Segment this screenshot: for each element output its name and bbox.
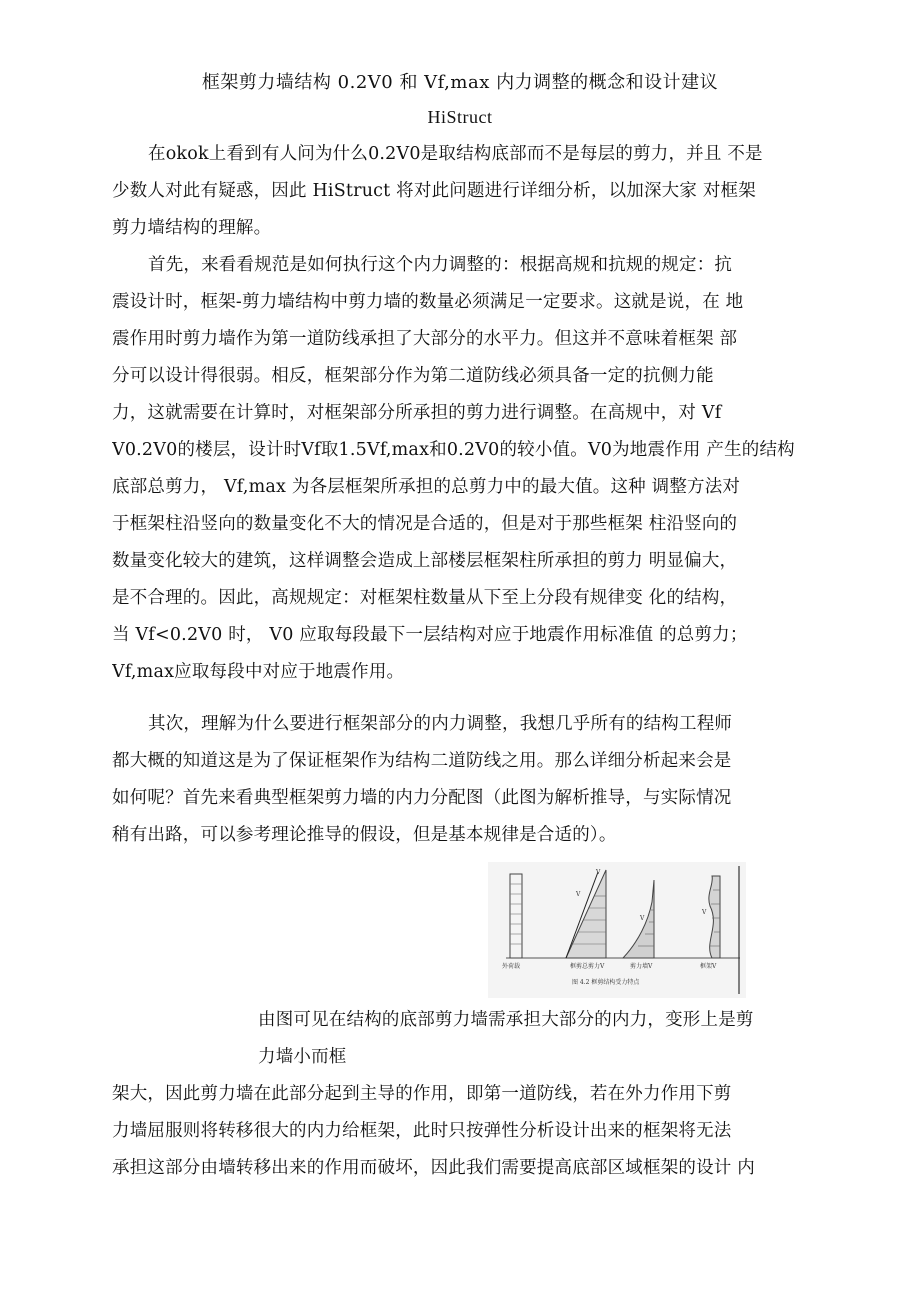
curve-label: V <box>640 915 645 922</box>
paragraph-line: 剪力墙结构的理解。 <box>112 218 272 238</box>
paragraph-line: 分可以设计得很弱。相反，框架部分作为第二道防线必须具备一定的抗侧力能 <box>112 366 714 386</box>
paragraph-line: Vf,max应取每段中对应于地震作用。 <box>112 662 405 682</box>
curve-label: V <box>576 891 581 898</box>
figure-label-total: 框剪总剪力V <box>570 963 605 970</box>
paragraph-line: 稍有出路，可以参考理论推导的假设，但是基本规律是合适的）。 <box>112 825 617 845</box>
paragraph-line: 少数人对此有疑惑，因此 HiStruct 将对此问题进行详细分析，以加深大家 对框架 <box>112 181 756 201</box>
paragraph-line: 是不合理的。因此，高规规定：对框架柱数量从下至上分段有规律变 化的结构， <box>112 588 738 608</box>
paragraph-line: 都大概的知道这是为了保证框架作为结构二道防线之用。那么详细分析起来会是 <box>112 751 732 771</box>
paragraph-3 <box>112 706 828 854</box>
figure-label-wall: 剪力墙V <box>630 963 653 970</box>
paragraph-4 <box>112 1076 828 1187</box>
figure-label-frame: 框架V <box>700 963 717 970</box>
paragraph-line: 由图可见在结构的底部剪力墙需承担大部分的内力，变形上是剪 <box>258 1010 754 1030</box>
paragraph-line: 如何呢？首先来看典型框架剪力墙的内力分配图（此图为解析推导，与实际情况 <box>112 788 732 808</box>
paragraph-line: 架大，因此剪力墙在此部分起到主导的作用，即第一道防线，若在外力作用下剪 <box>112 1084 732 1104</box>
shear-distribution-figure <box>488 862 746 998</box>
paragraph-line: 数量变化较大的建筑，这样调整会造成上部楼层框架柱所承担的剪力 明显偏大， <box>112 551 738 571</box>
paragraph-line: 于框架柱沿竖向的数量变化不大的情况是合适的，但是对于那些框架 柱沿竖向的 <box>112 514 738 534</box>
paragraph-line: V0.2V0的楼层，设计时Vf取1.5Vf,max和0.2V0的较小值。V0为地震作用 产生的结构 <box>112 440 795 460</box>
paragraph-line: 力墙小而框 <box>258 1047 347 1067</box>
paragraph-line: 力墙屈服则将转移很大的内力给框架，此时只按弹性分析设计出来的框架将无法 <box>112 1121 732 1141</box>
document-title: 框架剪力墙结构 0.2V0 和 Vf,max 内力调整的概念和设计建议 <box>201 72 719 93</box>
paragraph-line: 震作用时剪力墙作为第一道防线承担了大部分的水平力。但这并不意味着框架 部 <box>112 329 738 349</box>
paragraph-line: 首先，来看看规范是如何执行这个内力调整的：根据高规和抗规的规定：抗 <box>148 255 733 275</box>
paragraph-line: 震设计时，框架-剪力墙结构中剪力墙的数量必须满足一定要求。这就是说，在 地 <box>112 292 744 312</box>
paragraph-line: 当 Vf<0.2V0 时， V0 应取每段最下一层结构对应于地震作用标准值 的总剪力； <box>112 625 748 645</box>
paragraph-line: 底部总剪力， Vf,max 为各层框架所承担的总剪力中的最大值。这种 调整方法对 <box>112 477 741 497</box>
paragraph-1 <box>112 136 828 247</box>
figure-label-load: 外荷载 <box>502 963 521 970</box>
document-author: HiStruct <box>427 107 493 127</box>
paragraph-line: 承担这部分由墙转移出来的作用而破坏，因此我们需要提高底部区域框架的设计 内 <box>112 1158 755 1178</box>
figure-caption: 图 4.2 框剪结构受力特点 <box>572 979 640 986</box>
paragraph-line: 其次，理解为什么要进行框架部分的内力调整，我想几乎所有的结构工程师 <box>148 714 733 734</box>
paragraph-2 <box>112 247 828 691</box>
curve-label: V <box>702 909 707 916</box>
paragraph-line: 力，这就需要在计算时，对框架部分所承担的剪力进行调整。在高规中，对 Vf <box>112 403 722 423</box>
figure-background <box>488 862 746 998</box>
curve-label: V <box>596 869 601 876</box>
figure-explanation <box>258 1002 838 1076</box>
paragraph-line: 在okok上看到有人问为什么0.2V0是取结构底部而不是每层的剪力，并且 不是 <box>148 144 763 164</box>
